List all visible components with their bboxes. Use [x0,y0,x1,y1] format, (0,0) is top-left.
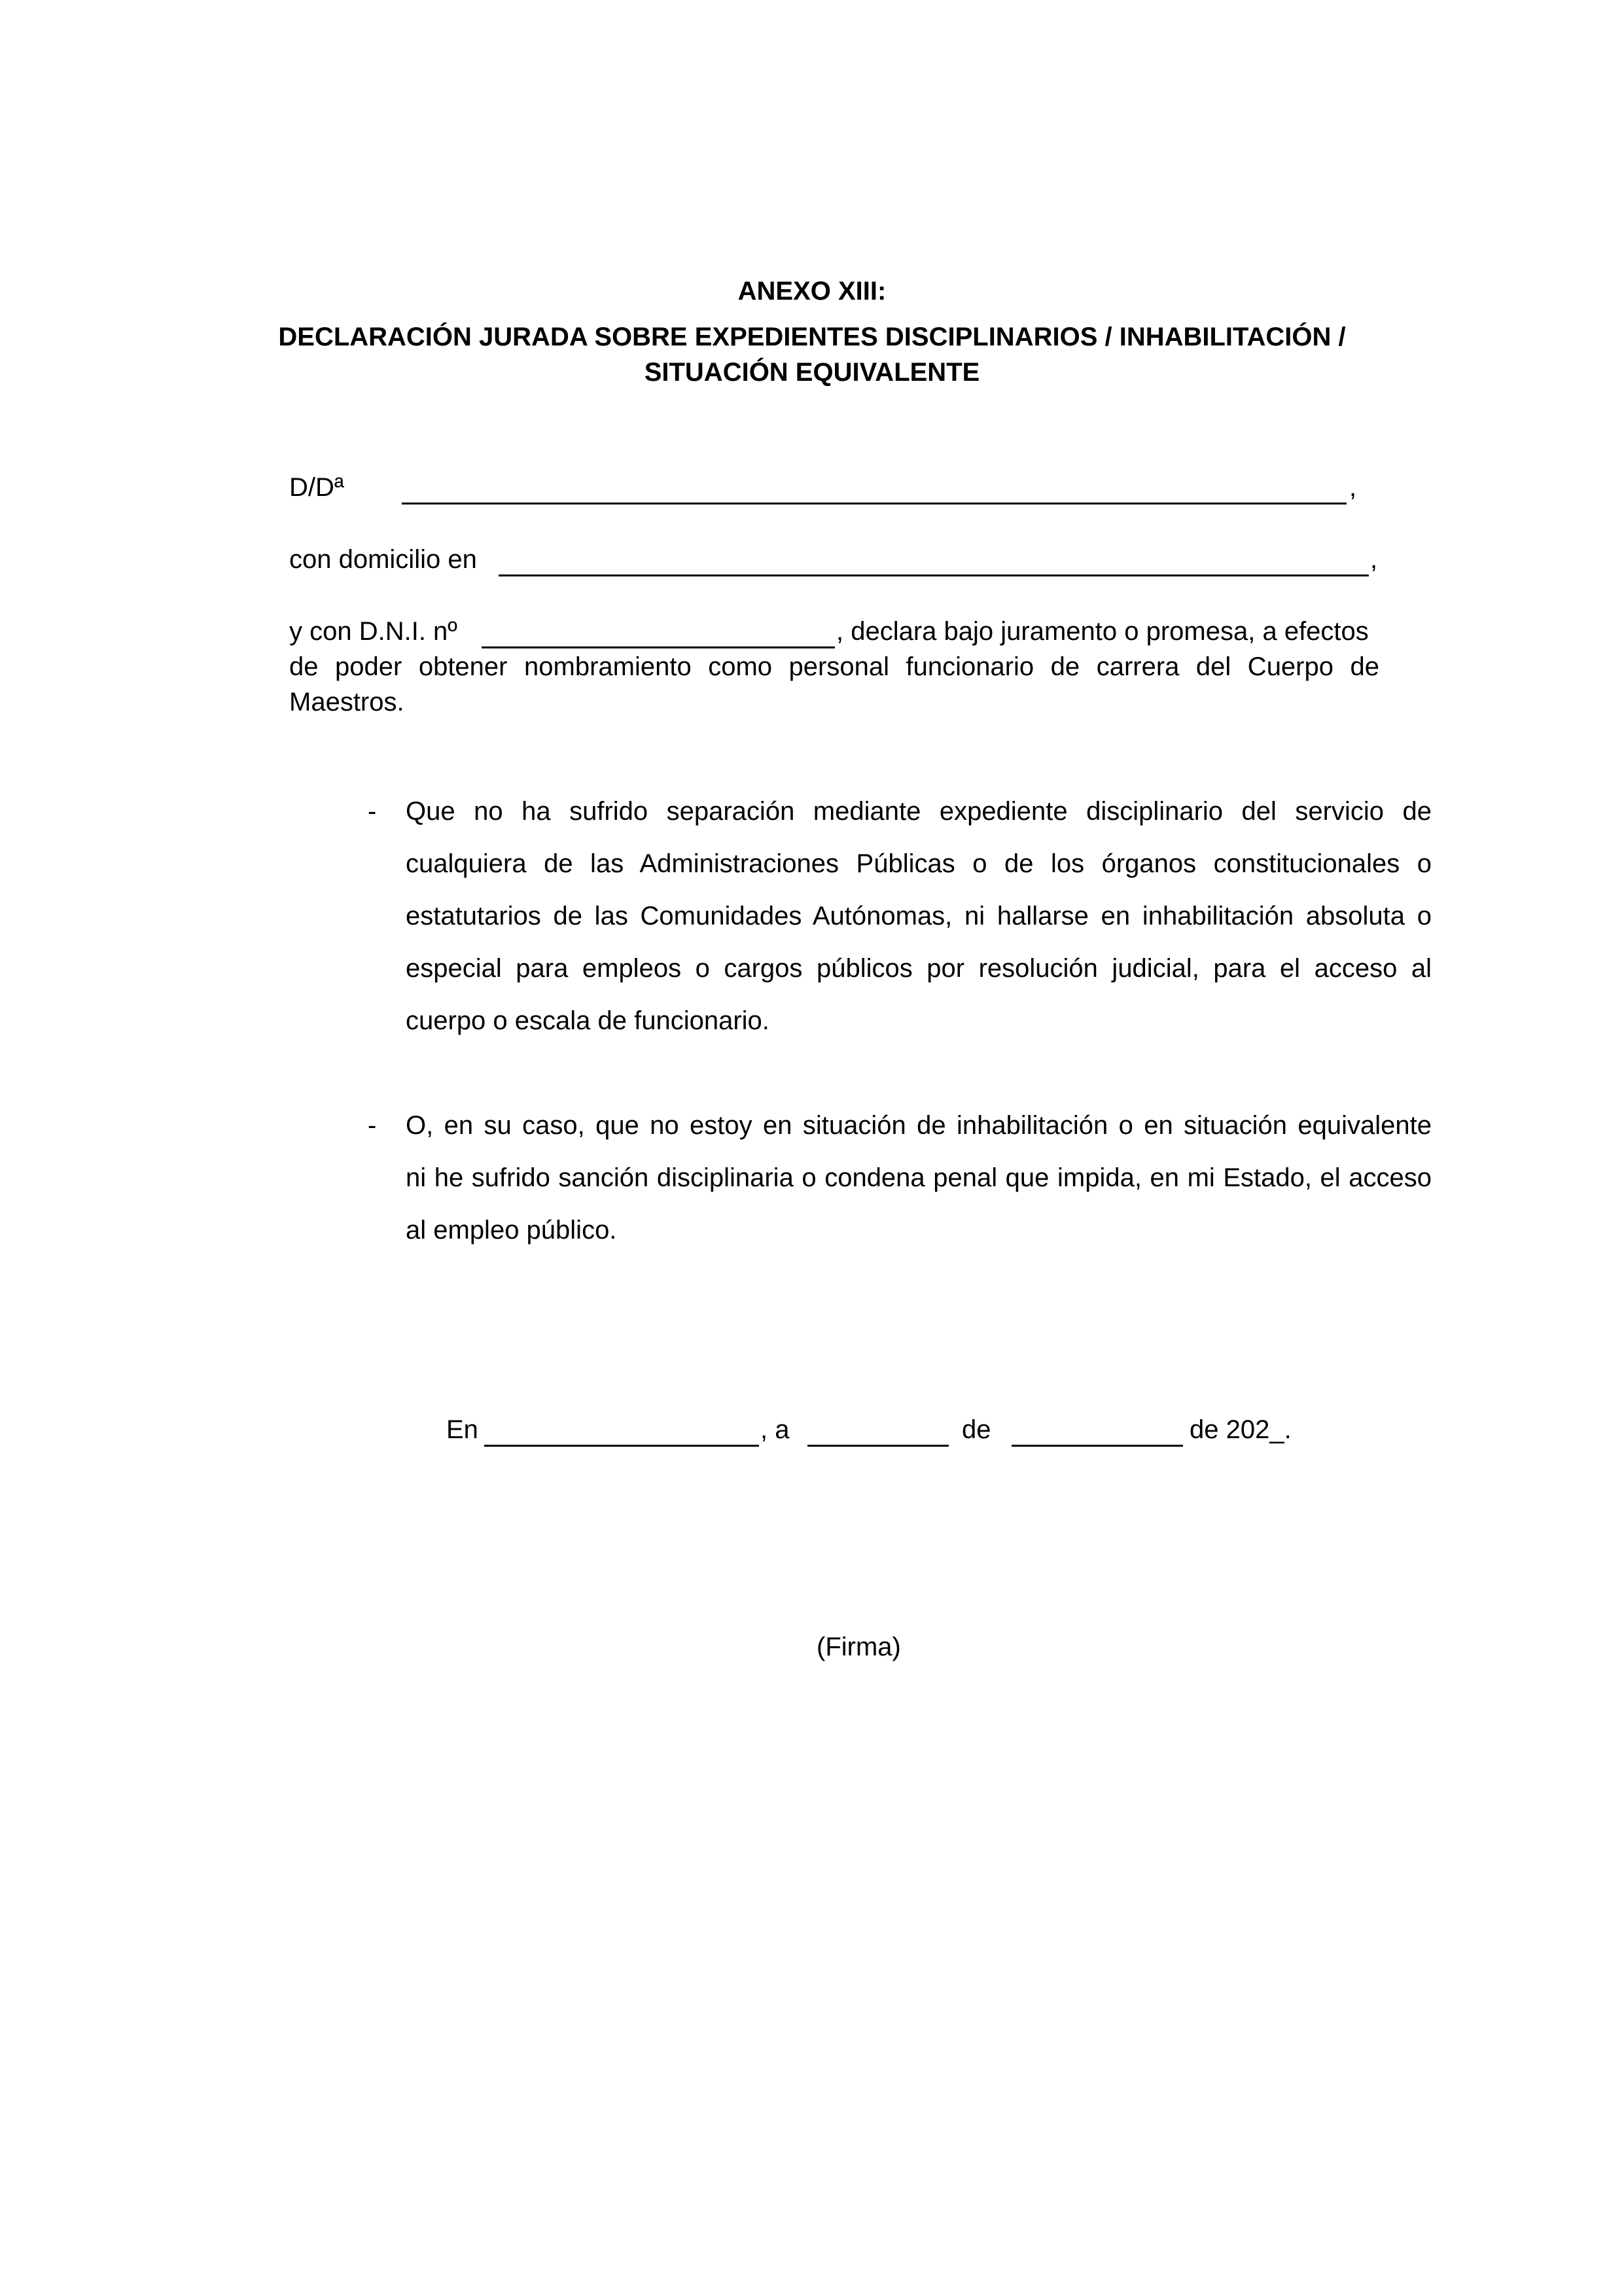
bullet-dash-1: - [368,797,377,826]
declaration-item-1 [406,785,1432,1047]
name-label: D/Dª [289,473,344,502]
declaration-2-line-3: al empleo público. [406,1216,617,1245]
declaration-1-line-3: estatutarios de las Comunidades Autónomas, ni hallarse en inhabilitación absoluta o [406,902,1432,930]
declaration-2-line-2: ni he sufrido sanción disciplinaria o condena penal que impida, en mi Estado, el acceso [406,1163,1432,1192]
date-de-label-1: de [962,1415,991,1444]
dni-label: y con D.N.I. nº [289,617,457,646]
statement-paragraph [289,649,1379,720]
declaration-item-2 [406,1099,1432,1256]
dni-field[interactable] [482,646,835,648]
name-field[interactable] [402,503,1347,504]
statement-line-3: Maestros. [289,688,404,716]
annex-title: ANEXO XIII: [737,277,887,306]
date-a-label: , a [760,1415,790,1444]
address-label: con domicilio en [289,545,477,574]
address-end-comma: , [1370,545,1378,574]
declaration-1-line-4: especial para empleos o cargos públicos por resolución judicial, para el acceso al [406,954,1432,983]
title-line-2: SITUACIÓN EQUIVALENTE [644,358,980,387]
bullet-dash-2: - [368,1111,377,1140]
signature-label: (Firma) [817,1633,901,1661]
place-field[interactable] [484,1445,759,1447]
statement-line-2: de poder obtener nombramiento como personal funcionario de carrera del Cuerpo de [289,652,1379,681]
date-en-label: En [446,1415,478,1444]
document-title [0,319,1624,390]
day-field[interactable] [807,1445,949,1447]
address-field[interactable] [499,574,1369,576]
name-end-comma: , [1349,473,1357,502]
declaration-2-line-1: O, en su caso, que no estoy en situación de inhabilitación o en situación equivalente [406,1111,1432,1140]
declaration-1-line-5: cuerpo o escala de funcionario. [406,1006,769,1035]
title-line-1: DECLARACIÓN JURADA SOBRE EXPEDIENTES DISCIPLINARIOS / INHABILITACIÓN / [278,323,1346,351]
declaration-1-line-2: cualquiera de las Administraciones Públicas o de los órganos constitucionales o [406,849,1432,878]
dni-statement: , declara bajo juramento o promesa, a efectos [836,617,1369,646]
month-field[interactable] [1012,1445,1183,1447]
date-year-label: de 202_. [1190,1415,1292,1444]
declaration-1-line-1: Que no ha sufrido separación mediante expediente disciplinario del servicio de [406,797,1432,826]
